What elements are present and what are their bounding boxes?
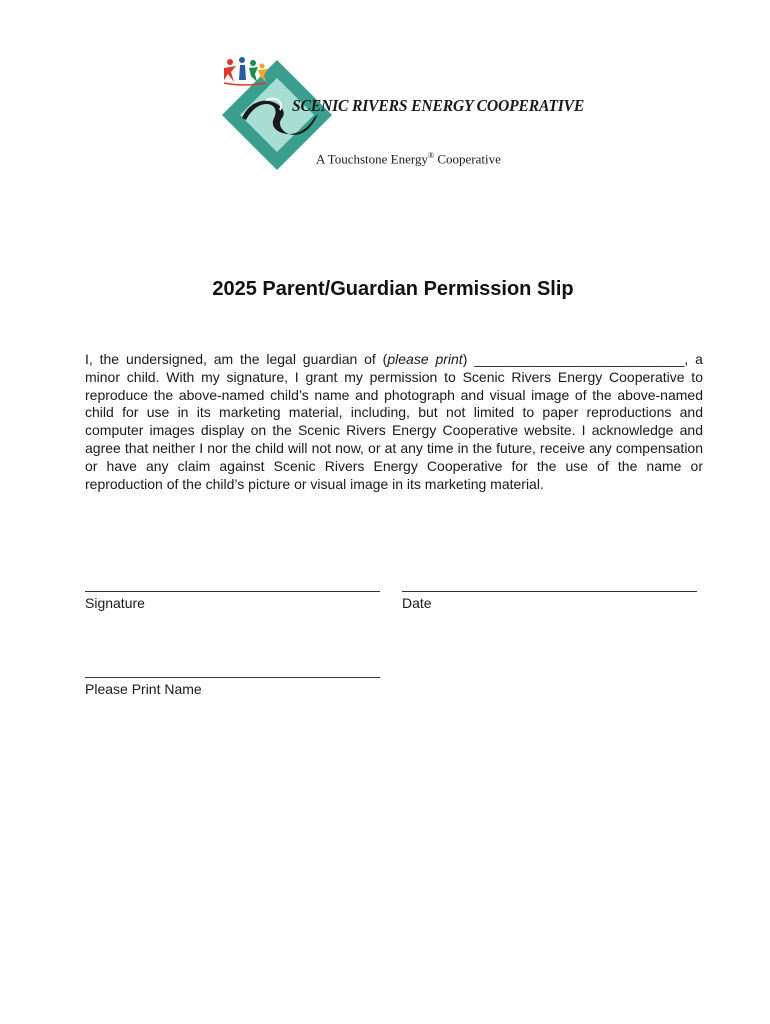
signature-line[interactable] (85, 591, 380, 592)
signature-field[interactable] (85, 591, 380, 611)
date-field[interactable] (402, 591, 697, 611)
date-line[interactable] (402, 591, 697, 592)
company-name: SCENIC RIVERS ENERGY COOPERATIVE (292, 96, 585, 115)
page-title: 2025 Parent/Guardian Permission Slip (212, 278, 574, 300)
permission-paragraph: I, the undersigned, am the legal guardian of (please print) ___________________________, a minor child. With my signature, I grant my permission to Scenic Rivers Energy Cooperative to reproduce the above-named child’s name and photograph and visual image of the above-named child for use in its marketing material, including, but not limited to paper reproductions and computer images display on the Scenic Rivers Energy Cooperative website. I acknowledge and agree that neither I nor the child will not now, or at any time in the future, receive any compensation or have any claim against Scenic Rivers Energy Cooperative for the use of the name or reproduction of the child’s picture or visual image in its marketing material. (85, 351, 703, 492)
company-logo (222, 56, 585, 176)
child-name-blank[interactable]: ) ___________________________, (462, 351, 689, 367)
date-label: Date (402, 595, 432, 611)
please-print-note: please print (387, 351, 463, 367)
logo-tagline: A Touchstone Energy® Cooperative (316, 151, 501, 167)
touchstone-people-icon (222, 56, 268, 86)
signature-label: Signature (85, 595, 145, 611)
print-name-field[interactable] (85, 677, 380, 697)
print-name-label: Please Print Name (85, 681, 202, 697)
print-name-line[interactable] (85, 677, 380, 678)
